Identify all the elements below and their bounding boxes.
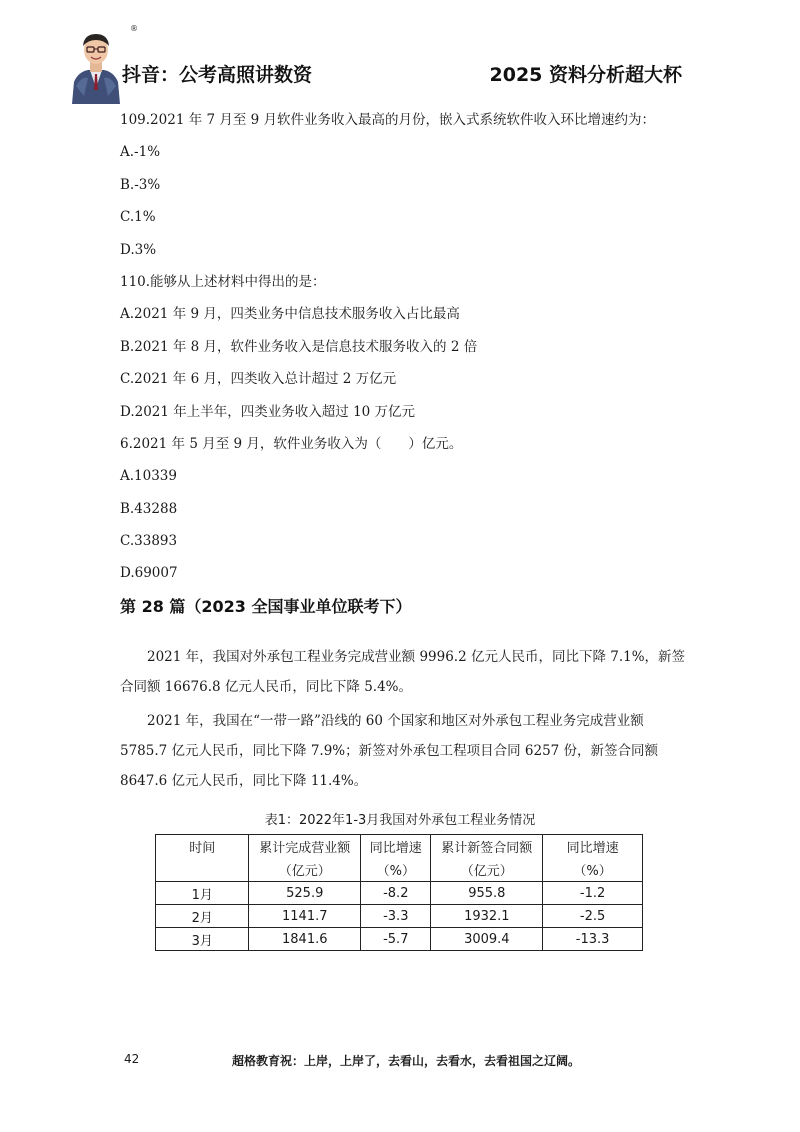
header-cell: 累计新签合同额 [431,835,543,859]
data-table [155,834,643,951]
table-cell: 1月 [156,882,249,905]
page-number: 42 [124,1052,140,1066]
paragraph-2-text: 2021 年，我国在“一带一路”沿线的 60 个国家和地区对外承包工程业务完成营业额 5785.7 亿元人民币，同比下降 7.9%；新签对外承包工程项目合同 6257 份，新签合同额 8647.6 亿元人民币，同比下降 11.4%。 [120,713,659,789]
question-6-option-c: C.33893 [120,533,178,550]
question-110-option-c: C.2021 年 6 月，四类收入总计超过 2 万亿元 [120,371,397,388]
page-header [0,0,800,110]
paragraph-2 [120,706,692,796]
questions-block [120,104,690,590]
unit-cell: （亿元） [431,858,543,882]
header-book-title: 2025 资料分析超大杯 [489,64,682,86]
table-cell: -1.2 [543,882,643,905]
table-cell: 955.8 [431,882,543,905]
table-cell: 525.9 [249,882,361,905]
question-110-option-d: D.2021 年上半年，四类业务收入超过 10 万亿元 [120,403,416,420]
table-cell: -8.2 [361,882,431,905]
table-caption: 表1：2022年1-3月我国对外承包工程业务情况 [264,813,536,828]
header-cell: 同比增速 [361,835,431,859]
header-cell: 累计完成营业额 [249,835,361,859]
header-cell: 时间 [156,835,249,859]
question-109-option-b: B.-3% [120,176,161,193]
question-6-option-d: D.69007 [120,565,178,582]
unit-cell [156,858,249,882]
unit-cell: （%） [543,858,643,882]
question-110-option-a: A.2021 年 9 月，四类业务中信息技术服务收入占比最高 [120,306,460,323]
table-row [156,928,643,951]
question-109-option-a: A.-1% [120,144,161,161]
question-109-option-c: C.1% [120,209,156,226]
paragraph-1-text: 2021 年，我国对外承包工程业务完成营业额 9996.2 亿元人民币，同比下降 7.1%，新签合同额 16676.8 亿元人民币，同比下降 5.4%。 [120,649,686,695]
section-title: 第 28 篇（2023 全国事业单位联考下） [120,597,412,616]
header-cell: 同比增速 [543,835,643,859]
question-109-stem: 109.2021 年 7 月至 9 月软件业务收入最高的月份，嵌入式系统软件收入环比增速约为： [120,112,656,128]
question-6-stem: 6.2021 年 5 月至 9 月，软件业务收入为（ ）亿元。 [120,435,463,452]
table-header-row [156,835,643,859]
table-cell: 1932.1 [431,905,543,928]
table-cell: 1141.7 [249,905,361,928]
table-cell: 3009.4 [431,928,543,951]
question-6-option-b: B.43288 [120,500,178,517]
table-row [156,882,643,905]
table-cell: 1841.6 [249,928,361,951]
footer-motto: 超格教育祝：上岸，上岸了，去看山，去看水，去看祖国之辽阔。 [232,1054,581,1068]
table-cell: 2月 [156,905,249,928]
registered-mark: ® [130,24,138,33]
unit-cell: （%） [361,858,431,882]
table-cell: -5.7 [361,928,431,951]
table-unit-row [156,858,643,882]
author-portrait [68,26,124,104]
table-row [156,905,643,928]
table-cell: 3月 [156,928,249,951]
unit-cell: （亿元） [249,858,361,882]
header-channel-name: 抖音：公考高照讲数资 [122,64,313,86]
paragraph-1 [120,642,692,702]
question-109-option-d: D.3% [120,241,157,258]
table-cell: -2.5 [543,905,643,928]
question-110-stem: 110.能够从上述材料中得出的是： [120,273,326,290]
table-cell: -3.3 [361,905,431,928]
question-6-option-a: A.10339 [120,468,177,485]
table-cell: -13.3 [543,928,643,951]
question-110-option-b: B.2021 年 8 月，软件业务收入是信息技术服务收入的 2 倍 [120,338,478,355]
